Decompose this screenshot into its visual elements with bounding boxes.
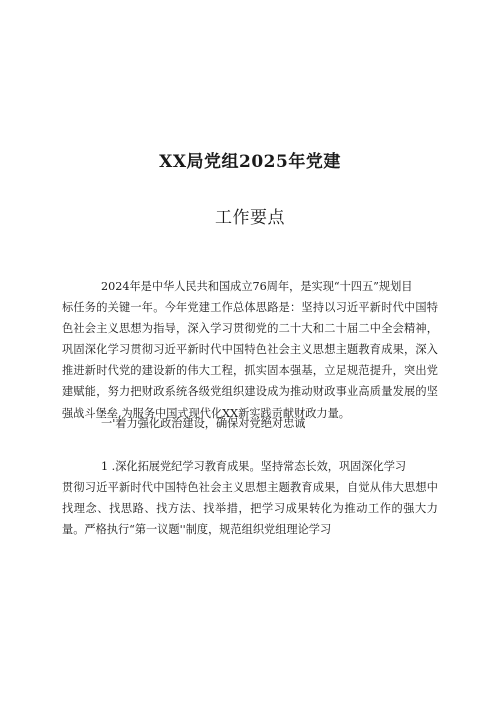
intro-paragraph [62, 276, 438, 424]
intro-body: 标任务的关键一年。今年党建工作总体思路是：坚持以习近平新时代中国特色社会主义思想为指导，深入学习贯彻党的二十大和二十届二中全会精神，巩固深化学习贯彻习近平新时代中国特色社会主义思想主题教育成果，深入推进新时代党的建设新的伟大工程，抓实固本强基，立足规范提升，突出党建赋能，努力把财政系统各级党组织建设成为推动财政事业高质量发展的坚强战斗堡垒,为服务中国式现代化XX新实践贡献财政力量。 [62, 301, 438, 420]
item-body: 贯彻习近平新时代中国特色社会主义思想主题教育成果，自觉从伟大思想中找理念、找思路、找方法、找举措，把学习成果转化为推动工作的强大力量。严格执行“第一议题''制度，规范组织党组理论学习 [62, 481, 438, 537]
document-title: XX局党组2025年党建 [159, 152, 341, 172]
intro-first-line: 2024年是中华人民共和国成立76周年，是实现“十四五”规划目 [101, 280, 413, 293]
item-first-line: 1 .深化拓展党纪学习教育成果。坚持常态长效，巩固深化学习 [101, 460, 407, 473]
document-subtitle: 工作要点 [215, 208, 285, 228]
section-heading: 一'着力强化政治建设，确保对党绝对忠诚 [101, 417, 306, 430]
item-paragraph [62, 456, 438, 540]
